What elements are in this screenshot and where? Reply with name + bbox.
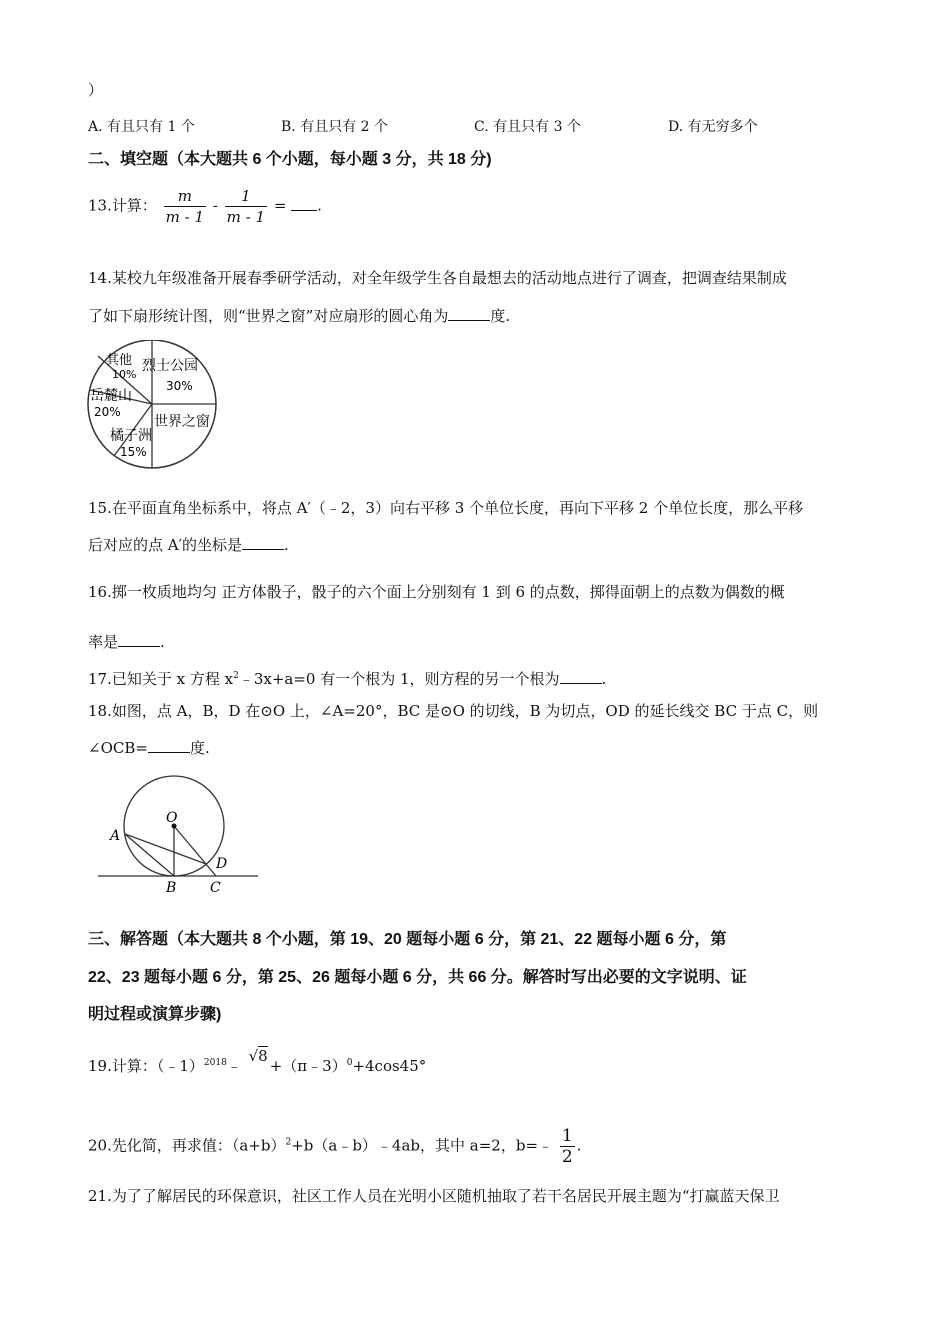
segment-oc [174,826,216,876]
option-a: A. 有且只有 1 个 [88,119,195,135]
question-15-line1: 15.在平面直角坐标系中，将点 A′（﹣2，3）向右平移 3 个单位长度，再向下平移 2 个单位长度，那么平移 [88,499,804,517]
q13-fraction-1 [164,186,206,227]
question-14-line1: 14.某校九年级准备开展春季研学活动，对全年级学生各自最想去的活动地点进行了调查，把调查结果制成 [88,269,787,287]
question-18-line1: 18.如图，点 A，B，D 在⊙O 上，∠A=20°，BC 是⊙O 的切线，B 为切点，OD 的延长线交 BC 于点 C，则 [88,702,819,720]
pie-label-yuelu: 岳麓山 [90,388,132,404]
pie-pct-lieshi: 30% [166,379,193,393]
pie-label-shijie: 世界之窗 [154,414,210,430]
question-21-line1: 21.为了了解居民的环保意识，社区工作人员在光明小区随机抽取了若干名居民开展主题为“打赢蓝天保卫 [88,1187,780,1205]
q13-answer-blank[interactable] [291,196,317,211]
question-19 [88,1047,427,1076]
question-15-line2 [88,535,289,555]
q17-text-b: ﹣3x+a=0 有一个根为 1，则方程的另一个根为 [238,670,560,688]
q14-answer-blank[interactable] [448,306,490,321]
label-b: B [166,880,177,896]
label-c: C [210,880,221,896]
q20-frac-num: 1 [561,1126,573,1146]
q13-frac2-num: 1 [241,187,251,205]
pie-pct-qita: 10% [112,368,137,381]
pie-pct-yuelu: 20% [94,405,121,419]
question-17 [88,666,606,689]
option-b: B. 有且只有 2 个 [281,119,388,135]
q15-text: 后对应的点 A′的坐标是 [88,536,243,554]
question-16-line1: 16.掷一枚质地均匀 正方体骰子，骰子的六个面上分别刻有 1 到 6 的点数，掷得面朝上的点数为偶数的概 [88,583,785,601]
label-o: O [166,810,178,826]
q13-fraction-2 [225,186,267,227]
question-13 [88,186,322,227]
q20-frac-den: 2 [561,1147,573,1167]
q19-text-a: 19.计算：（﹣1） [88,1057,204,1075]
q19-text-c: +（π﹣3） [269,1057,347,1075]
question-16-line2 [88,632,165,652]
q15-answer-blank[interactable] [242,535,284,550]
q13-frac1-den: m - 1 [165,208,205,226]
q15-end: . [284,536,289,554]
q20-fraction [560,1126,575,1167]
q19-text-b: ﹣ [226,1057,242,1075]
question-20 [88,1126,581,1167]
question-18-line2 [88,738,210,758]
q13-end: . [317,196,322,215]
option-d: D. 有无穷多个 [668,119,758,135]
section3-title-line3: 明过程或演算步骤) [88,1006,222,1023]
q13-frac2-den: m - 1 [226,208,266,226]
circle-tangent-figure [92,770,264,900]
pie-pct-juzi: 15% [120,445,147,459]
pie-chart-figure [82,340,224,470]
option-c: C. 有且只有 3 个 [474,119,581,135]
q16-answer-blank[interactable] [118,632,160,647]
q13-frac1-num: m [177,187,192,205]
q20-text-a: 20.先化简，再求值：（a+b） [88,1136,286,1155]
q16-end: . [160,633,165,651]
q13-minus: - [212,196,218,215]
q19-sqrt: √8 [248,1047,268,1065]
pie-label-lieshi: 烈士公园 [142,358,198,374]
q19-sup1: 2018 [203,1058,227,1068]
q20-end: . [576,1136,582,1155]
label-a: A [110,828,121,844]
q19-sup2: 0 [346,1058,353,1068]
q18-end: 度. [189,739,210,757]
section2-title: 二、填空题（本大题共 6 个小题，每小题 3 分，共 18 分) [88,151,492,168]
q17-text-a: 17.已知关于 x 方程 x [88,670,234,688]
q16-text: 率是 [88,633,119,651]
pie-label-juzi: 橘子洲 [110,428,152,444]
q19-sqrt-value: 8 [258,1047,268,1065]
q17-answer-blank[interactable] [560,669,602,684]
q14-text: 了如下扇形统计图，则“世界之窗”对应扇形的圆心角为 [88,307,449,325]
q20-sup: 2 [285,1137,292,1148]
section3-title-line2: 22、23 题每小题 6 分，第 25、26 题每小题 6 分，共 66 分。解答时写出必要的文字说明、证 [88,969,747,986]
q20-text-b: +b（a﹣b）﹣4ab，其中 a=2，b=﹣ [291,1136,554,1155]
q13-equals: = [273,196,287,215]
q14-end: 度. [490,307,511,325]
q18-text: ∠OCB= [88,739,148,757]
q17-end: . [601,670,607,688]
section3-title-line1: 三、解答题（本大题共 8 个小题，第 19、20 题每小题 6 分，第 21、22 题每小题 6 分，第 [88,931,727,948]
q17-sup: 2 [233,671,239,681]
pie-label-qita: 其他 [106,353,133,368]
q13-prefix: 13.计算： [88,196,157,215]
top-paren: ） [88,81,104,99]
question-14-line2 [88,306,510,326]
label-d: D [216,856,228,872]
q18-answer-blank[interactable] [148,738,190,753]
q19-text-d: +4cos45° [352,1057,427,1075]
